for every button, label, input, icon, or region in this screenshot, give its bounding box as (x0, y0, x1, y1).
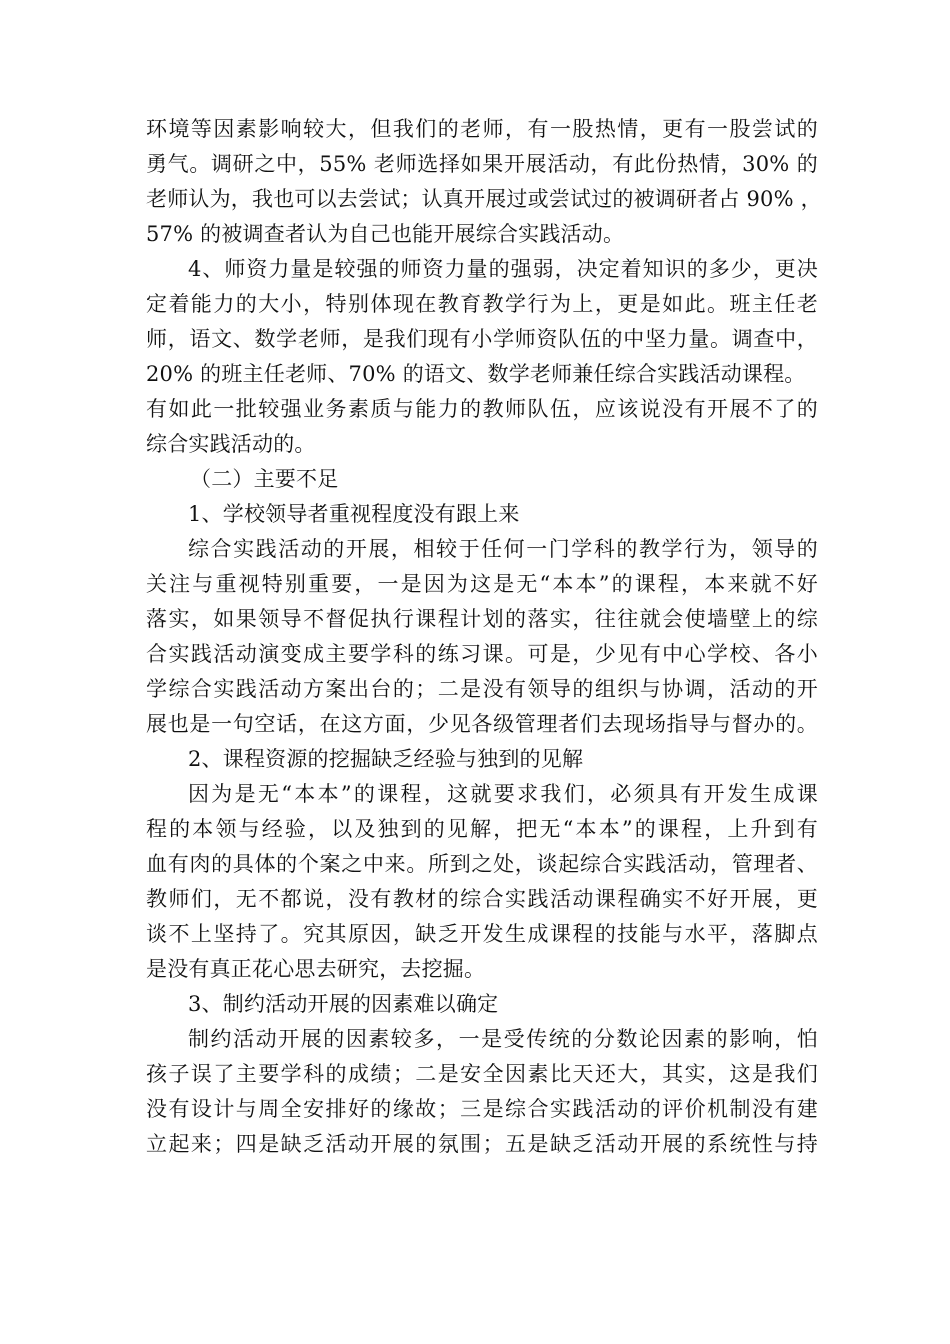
text-line: 3、制约活动开展的因素难以确定 (188, 992, 499, 1016)
text-line: 教师们，无不都说，没有教材的综合实践活动课程确实不好开展，更 (146, 887, 818, 911)
text-line: 环境等因素影响较大，但我们的老师，有一股热情，更有一股尝试的 (146, 117, 818, 141)
text-line: 老师认为，我也可以去尝试；认真开展过或尝试过的被调研者占 90% ， (146, 187, 822, 211)
text-line: 有如此一批较强业务素质与能力的教师队伍，应该说没有开展不了的 (146, 397, 818, 421)
text-line: 关注与重视特别重要，一是因为这是无“本本”的课程，本来就不好 (146, 572, 818, 596)
text-line: 2、课程资源的挖掘缺乏经验与独到的见解 (188, 747, 584, 771)
text-line: 定着能力的大小，特别体现在教育教学行为上，更是如此。班主任老 (146, 292, 818, 316)
text-line: 孩子误了主要学科的成绩；二是安全因素比天还大，其实，这是我们 (146, 1062, 818, 1086)
text-line: 是没有真正花心思去研究，去挖掘。 (146, 957, 486, 981)
text-line: 综合实践活动的开展，相较于任何一门学科的教学行为，领导的 (188, 537, 818, 561)
text-line: （二）主要不足 (190, 467, 339, 491)
text-line: 综合实践活动的。 (146, 432, 316, 456)
text-line: 谈不上坚持了。究其原因，缺乏开发生成课程的技能与水平，落脚点 (146, 922, 818, 946)
text-line: 血有肉的具体的个案之中来。所到之处，谈起综合实践活动，管理者、 (146, 852, 818, 876)
text-line: 程的本领与经验，以及独到的见解，把无“本本”的课程，上升到有 (146, 817, 818, 841)
text-line: 学综合实践活动方案出台的；二是没有领导的组织与协调，活动的开 (146, 677, 818, 701)
text-line: 师，语文、数学老师，是我们现有小学师资队伍的中坚力量。调查中， (146, 327, 818, 351)
text-line: 没有设计与周全安排好的缘故；三是综合实践活动的评价机制没有建 (146, 1097, 818, 1121)
text-line: 4、师资力量是较强的师资力量的强弱，决定着知识的多少，更决 (188, 257, 818, 281)
text-line: 1、学校领导者重视程度没有跟上来 (188, 502, 520, 526)
text-line: 因为是无“本本”的课程，这就要求我们，必须具有开发生成课 (188, 782, 818, 806)
text-line: 展也是一句空话，在这方面，少见各级管理者们去现场指导与督办的。 (146, 712, 818, 736)
text-line: 勇气。调研之中，55% 老师选择如果开展活动，有此份热情，30% 的 (146, 152, 818, 176)
text-line: 57% 的被调查者认为自己也能开展综合实践活动。 (146, 222, 625, 246)
text-line: 制约活动开展的因素较多，一是受传统的分数论因素的影响，怕 (188, 1027, 818, 1051)
document-body (146, 112, 822, 1162)
text-line: 合实践活动演变成主要学科的练习课。可是，少见有中心学校、各小 (146, 642, 818, 666)
text-line: 立起来；四是缺乏活动开展的氛围；五是缺乏活动开展的系统性与持 (146, 1132, 818, 1156)
text-line: 20% 的班主任老师、70% 的语文、数学老师兼任综合实践活动课程。 (146, 362, 806, 386)
text-line: 落实，如果领导不督促执行课程计划的落实，往往就会使墙壁上的综 (146, 607, 818, 631)
